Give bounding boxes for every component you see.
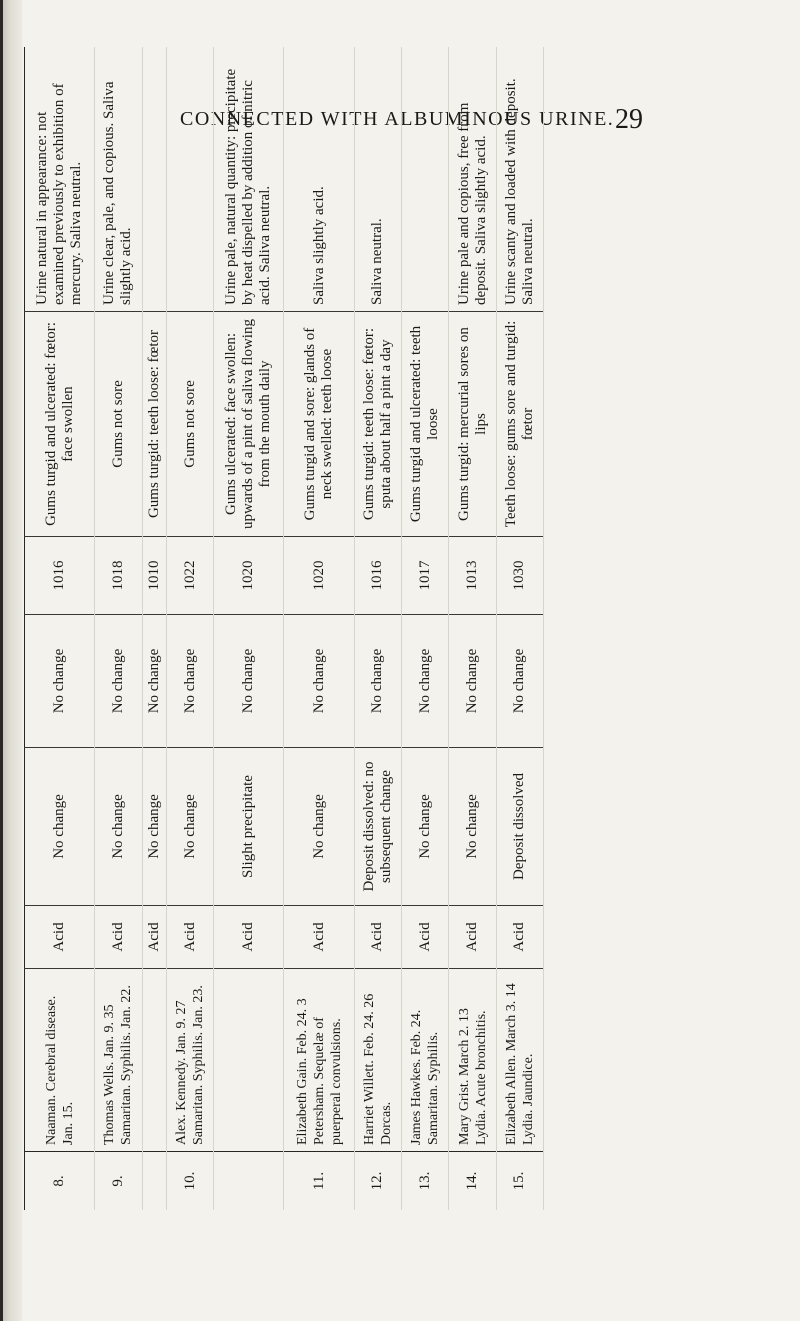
remarks-cell: Urine pale, natural quantity: precipitate by heat dispelled by addition of nitric acid. Saliva neutral. [214,47,284,312]
urine-reaction-cell: Acid [25,906,95,969]
heat-test-cell: No change [402,748,449,906]
table-row [402,47,449,1210]
book-spine-edge [0,0,22,1321]
remarks-cell: Saliva neutral. [354,47,401,312]
nitric-test-cell: No change [25,615,95,748]
patient-cell: Elizabeth Allen. March 3. 14 Lydia. Jaundice. [496,969,543,1152]
specific-gravity-cell: 1020 [214,537,284,615]
urine-reaction-cell: Acid [354,906,401,969]
case-number-cell: 9. [95,1152,142,1211]
table-row [95,47,142,1210]
remarks-cell: Urine clear, pale, and copious. Saliva slightly acid. [95,47,142,312]
specific-gravity-cell: 1030 [496,537,543,615]
mouth-condition-cell: Gums turgid and ulcerated: teeth loose [402,312,449,537]
mouth-condition-cell: Gums not sore [166,312,213,537]
remarks-cell [142,47,166,312]
case-number-cell: 11. [284,1152,354,1211]
mouth-condition-cell: Gums turgid and sore: glands of neck swelled: teeth loose [284,312,354,537]
urine-reaction-cell: Acid [284,906,354,969]
specific-gravity-cell: 1022 [166,537,213,615]
urine-reaction-cell: Acid [95,906,142,969]
specific-gravity-cell: 1016 [25,537,95,615]
heat-test-cell: No change [142,748,166,906]
remarks-cell [402,47,449,312]
mouth-condition-cell: Gums turgid: teeth loose: fœtor [142,312,166,537]
case-number-cell: 12. [354,1152,401,1211]
remarks-cell [166,47,213,312]
case-number-cell [214,1152,284,1211]
patient-cell: Alex. Kennedy. Jan. 9. 27 Samaritan. Syphilis. Jan. 23. [166,969,213,1152]
heat-test-cell: No change [284,748,354,906]
specific-gravity-cell: 1016 [354,537,401,615]
mouth-condition-cell: Teeth loose: gums sore and turgid: fœtor [496,312,543,537]
nitric-test-cell: No change [449,615,496,748]
patient-cell: James Hawkes. Feb. 24. Samaritan. Syphilis. [402,969,449,1152]
remarks-cell: Urine scanty and loaded with deposit. Saliva neutral. [496,47,543,312]
table-row [496,47,543,1210]
patient-cell [214,969,284,1152]
urine-reaction-cell: Acid [214,906,284,969]
case-number-cell [142,1152,166,1211]
urine-reaction-cell: Acid [496,906,543,969]
patient-cell: Elizabeth Gain. Feb. 24. 3 Petersham. Sequelæ of puerperal convulsions. [284,969,354,1152]
heat-test-cell: Deposit dissolved: no subsequent change [354,748,401,906]
heat-test-cell: No change [449,748,496,906]
specific-gravity-cell: 1020 [284,537,354,615]
nitric-test-cell: No change [95,615,142,748]
urine-reaction-cell: Acid [166,906,213,969]
case-number-cell: 8. [25,1152,95,1211]
table-row [142,47,166,1210]
urine-reaction-cell: Acid [142,906,166,969]
heat-test-cell: Deposit dissolved [496,748,543,906]
patient-cell [142,969,166,1152]
nitric-test-cell: No change [496,615,543,748]
heat-test-cell: No change [166,748,213,906]
page-number: 29 [615,104,643,135]
nitric-test-cell: No change [166,615,213,748]
specific-gravity-cell: 1013 [449,537,496,615]
running-title: CONNECTED WITH ALBUMINOUS URINE. [180,108,615,130]
mouth-condition-cell: Gums ulcerated: face swollen: upwards of a pint of saliva flowing from the mouth daily [214,312,284,537]
remarks-cell: Urine pale and copious, free from deposit. Saliva slightly acid. [449,47,496,312]
nitric-test-cell: No change [354,615,401,748]
table-row [284,47,354,1210]
mouth-condition-cell: Gums turgid and ulcerated: fœtor: face swollen [25,312,95,537]
patient-cell: Harriet Willett. Feb. 24. 26 Dorcas. [354,969,401,1152]
case-number-cell: 13. [402,1152,449,1211]
mouth-condition-cell: Gums turgid: mercurial sores on lips [449,312,496,537]
specific-gravity-cell: 1017 [402,537,449,615]
case-number-cell: 10. [166,1152,213,1211]
nitric-test-cell: No change [284,615,354,748]
case-table [24,47,544,1210]
nitric-test-cell: No change [214,615,284,748]
table-row [166,47,213,1210]
heat-test-cell: Slight precipitate [214,748,284,906]
mouth-condition-cell: Gums turgid: teeth loose: fœtor: sputa about half a pint a day [354,312,401,537]
table-row [354,47,401,1210]
mouth-condition-cell: Gums not sore [95,312,142,537]
remarks-cell: Saliva slightly acid. [284,47,354,312]
table-row [214,47,284,1210]
heat-test-cell: No change [25,748,95,906]
case-number-cell: 14. [449,1152,496,1211]
urine-reaction-cell: Acid [449,906,496,969]
urine-reaction-cell: Acid [402,906,449,969]
specific-gravity-cell: 1018 [95,537,142,615]
table-row [449,47,496,1210]
remarks-cell: Urine natural in appearance: not examined previously to exhibition of mercury. Saliva neutral. [25,47,95,312]
patient-cell: Thomas Wells. Jan. 9. 35 Samaritan. Syphilis. Jan. 22. [95,969,142,1152]
case-number-cell: 15. [496,1152,543,1211]
table-row [25,47,95,1210]
nitric-test-cell: No change [142,615,166,748]
heat-test-cell: No change [95,748,142,906]
nitric-test-cell: No change [402,615,449,748]
patient-cell: Mary Grist. March 2. 13 Lydia. Acute bronchitis. [449,969,496,1152]
patient-cell: Naaman. Cerebral disease. Jan. 15. [25,969,95,1152]
specific-gravity-cell: 1010 [142,537,166,615]
